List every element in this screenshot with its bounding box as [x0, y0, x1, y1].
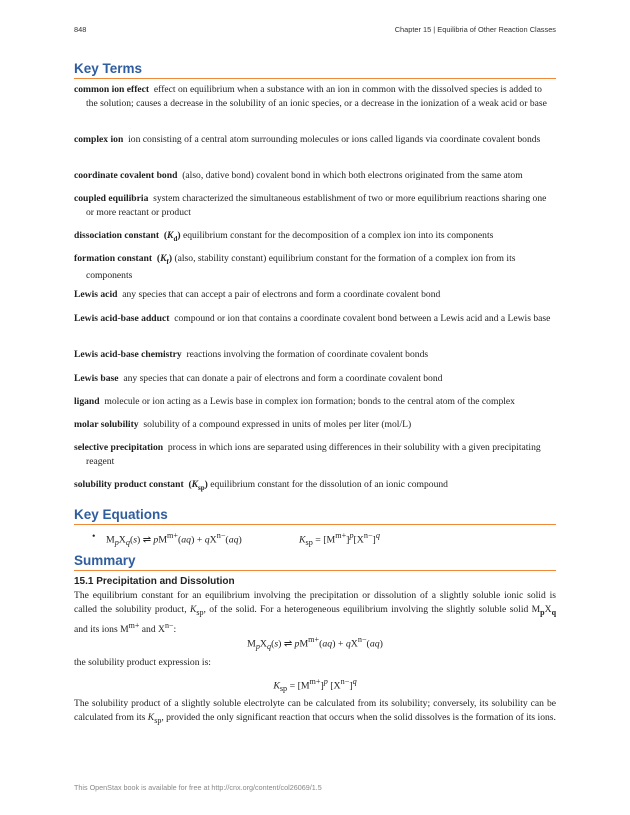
term-lewis-acid-base-chemistry: [74, 348, 556, 362]
term-name: Lewis acid-base chemistry: [74, 349, 182, 360]
term-formation-constant: formation constant $(K_f)$ (also, stability constant) equilibrium constant for the formation of a complex ion from its components: [74, 253, 516, 282]
term-name: Lewis acid-base adduct: [74, 313, 170, 324]
term-coordinate-covalent-bond: [74, 169, 556, 183]
term-definition: (also, dative bond) covalent bond in which both electrons originated from the same atom: [182, 170, 523, 181]
ksp-expression: $K_{sp} = [M^{m+}]^p[X^{n-}]^q$: [299, 531, 380, 548]
term-definition: (also, stability constant) equilibrium constant for the formation of a complex ion from its components: [86, 253, 516, 282]
chapter-title: Chapter 15 | Equilibria of Other Reaction Classes: [394, 25, 556, 34]
term-definition: reactions involving the formation of coordinate covalent bonds: [186, 349, 429, 360]
term-definition: ion consisting of a central atom surrounding molecules or ions called ligands via coordinate covalent bonds: [128, 134, 541, 145]
summary-paragraph-3: The solubility product of a slightly soluble electrolyte can be calculated from its solubility; conversely, its solubility can be calculated from its $K_{sp}$, provided the only significant reaction that occurs when the solid dissolves is the formation of its ions.: [74, 698, 556, 725]
summary-paragraph-2: the solubility product expression is:: [74, 657, 211, 668]
term-name: complex ion: [74, 134, 124, 145]
term-name: common ion effect: [74, 84, 150, 95]
page-number: 848: [74, 25, 87, 34]
term-definition: system characterized the simultaneous establishment of two or more equilibrium reactions sharing one or more reactant or product: [86, 193, 547, 218]
term-definition: molecule or ion acting as a Lewis base in complex ion formation; bonds to the central atom of the complex: [104, 396, 515, 407]
key-equations-heading: Key Equations: [74, 507, 556, 525]
term-name: formation constant: [74, 253, 153, 264]
term-definition: solubility of a compound expressed in units of moles per liter (mol/L): [143, 419, 412, 430]
term-definition: any species that can accept a pair of electrons and form a coordinate covalent bond: [122, 289, 441, 300]
dissolution-equation-display: $M_pX_q(s)$ ⇌ $pM^{m+}(aq) + qX^{n-}(aq)$: [247, 635, 383, 652]
term-ligand: [74, 395, 556, 409]
dissolution-equation: $M_pX_q(s)$ ⇌ $pM^{m+}(aq) + qX^{n-}(aq)$: [106, 531, 242, 548]
term-definition: equilibrium constant for the decomposition of a complex ion into its components: [182, 230, 494, 241]
term-name: dissociation constant: [74, 230, 160, 241]
term-definition: equilibrium constant for the dissolution of an ionic compound: [210, 479, 448, 490]
term-lewis-acid: [74, 288, 556, 302]
term-coupled-equilibria: [74, 192, 556, 219]
term-complex-ion: [74, 133, 556, 147]
term-name: coordinate covalent bond: [74, 170, 178, 181]
term-name: solubility product constant: [74, 479, 184, 490]
term-name: Lewis base: [74, 373, 119, 384]
term-selective-precipitation: [74, 441, 556, 468]
section-title: 15.1 Precipitation and Dissolution: [74, 576, 235, 587]
ksp-expression-display: $K_{sp} = [M^{m+}]^p$ $[X^{n-}]^q$: [273, 677, 357, 694]
term-definition: compound or ion that contains a coordinate covalent bond between a Lewis acid and a Lewis base: [174, 313, 551, 324]
term-definition: any species that can donate a pair of electrons and form a coordinate covalent bond: [123, 373, 443, 384]
term-name: selective precipitation: [74, 442, 164, 453]
summary-heading: Summary: [74, 553, 556, 571]
term-solubility-product-constant: solubility product constant $(K_{sp})$ equilibrium constant for the dissolution of an ionic compound: [74, 479, 448, 492]
page-footer: This OpenStax book is available for free at http://cnx.org/content/col26069/1.5: [74, 783, 322, 792]
term-name: coupled equilibria: [74, 193, 149, 204]
term-molar-solubility: [74, 418, 556, 432]
term-definition: process in which ions are separated using differences in their solubility with a given precipitating reagent: [86, 442, 541, 467]
term-common-ion-effect: [74, 83, 556, 110]
term-dissociation-constant: dissociation constant $(K_d)$ equilibrium constant for the decomposition of a complex ion into its components: [74, 230, 494, 243]
key-terms-heading: Key Terms: [74, 61, 556, 79]
term-name: molar solubility: [74, 419, 139, 430]
term-lewis-acid-base-adduct: [74, 312, 556, 326]
term-definition: effect on equilibrium when a substance with an ion in common with the dissolved species is added to the solution; causes a decrease in the solubility of an ionic species, or a decrease in the ionization of a weak acid or base: [86, 84, 547, 109]
term-name: ligand: [74, 396, 100, 407]
summary-paragraph-1: The equilibrium constant for an equilibrium involving the precipitation or dissolution of a slightly soluble ionic solid is called the solubility product, $K_{sp}$, of the solid. For a heterogeneous equilibrium involving the slightly soluble solid $M_pX_q$ and its ions $M^{m+}$ and $X^{n-}$:: [74, 590, 557, 636]
term-name: Lewis acid: [74, 289, 118, 300]
list-bullet: •: [92, 531, 96, 542]
page-header: [74, 25, 556, 37]
term-lewis-base: [74, 372, 556, 386]
